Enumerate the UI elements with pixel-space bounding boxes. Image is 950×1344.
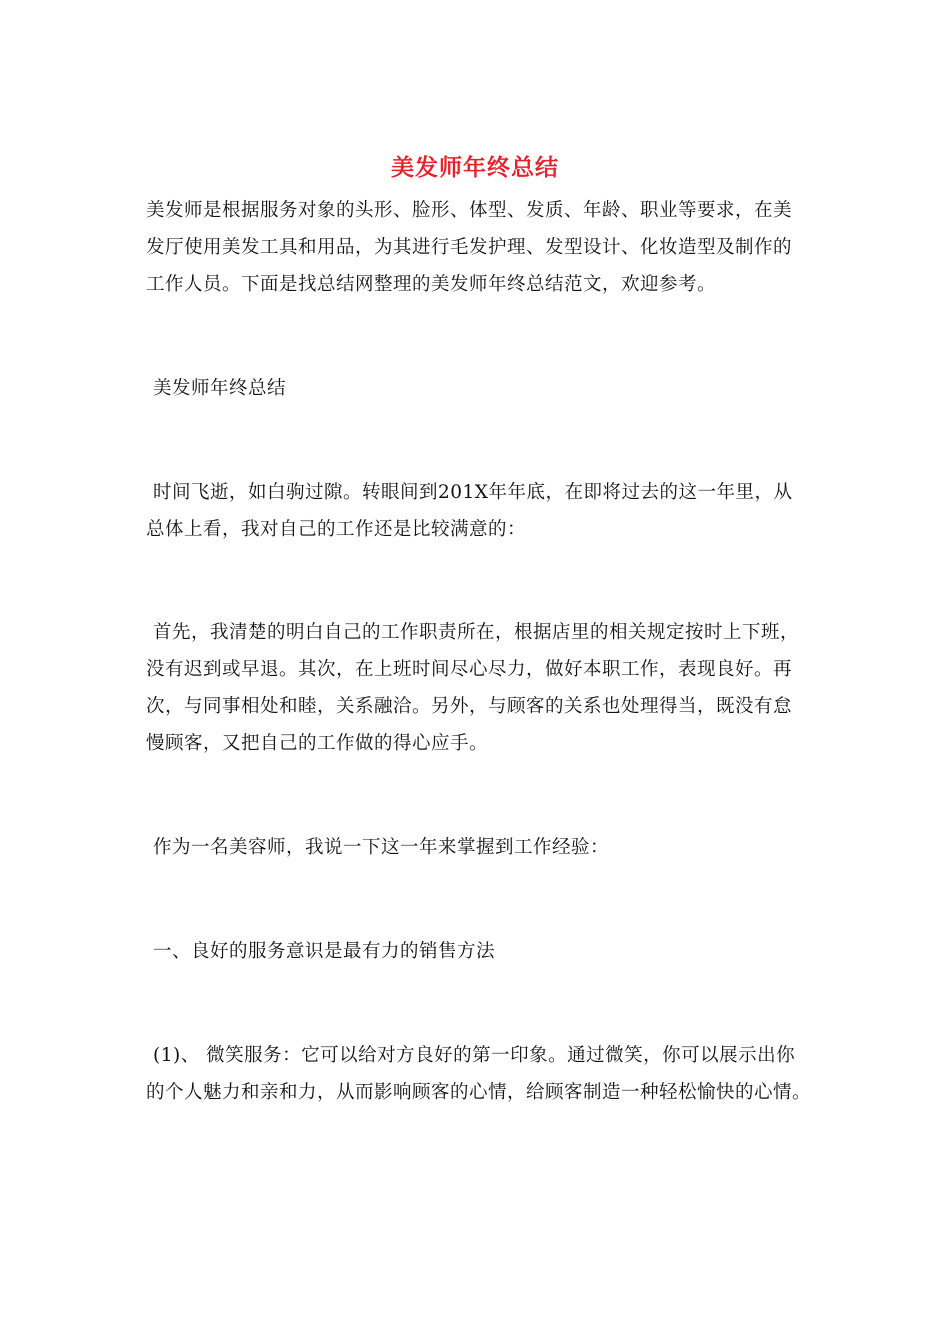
intro-line: 工作人员。下面是找总结网整理的美发师年终总结范文，欢迎参考。 [146,274,717,295]
paragraph-line: 总体上看，我对自己的工作还是比较满意的： [146,519,527,540]
paragraph-line: 次，与同事相处和睦，关系融洽。另外，与顾客的关系也处理得当，既没有怠 [146,696,793,717]
document-title: 美发师年终总结 [391,154,559,181]
list-item-line: 的个人魅力和亲和力，从而影响顾客的心情，给顾客制造一种轻松愉快的心情。 [146,1082,812,1103]
section-heading: 一、良好的服务意识是最有力的销售方法 [153,941,496,962]
paragraph-line: 没有迟到或早退。其次，在上班时间尽心尽力，做好本职工作，表现良好。再 [146,659,793,680]
paragraph-line: 作为一名美容师，我说一下这一年来掌握到工作经验： [153,837,610,858]
intro-line: 发厅使用美发工具和用品，为其进行毛发护理、发型设计、化妆造型及制作的 [146,237,793,258]
paragraph-line: 时间飞逝，如白驹过隙。转眼间到201X年年底，在即将过去的这一年里，从 [153,482,793,503]
paragraph-line: 慢顾客，又把自己的工作做的得心应手。 [146,733,489,754]
intro-line: 美发师是根据服务对象的头形、脸形、体型、发质、年龄、职业等要求，在美 [146,200,793,221]
paragraph-line: 首先，我清楚的明白自己的工作职责所在，根据店里的相关规定按时上下班， [153,622,800,643]
section-subtitle: 美发师年终总结 [153,378,287,399]
list-item-line: (1)、 微笑服务：它可以给对方良好的第一印象。通过微笑，你可以展示出你 [153,1045,796,1066]
